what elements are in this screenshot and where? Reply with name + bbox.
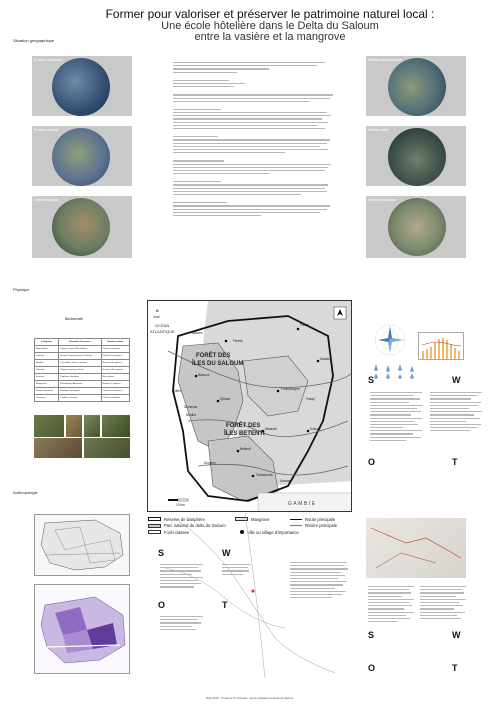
table-cell: Hérons, Flamants roses, Sternes <box>59 353 101 360</box>
table-cell: Environ 100 espèces <box>101 367 129 374</box>
table-header: Nombre estimé <box>101 339 129 346</box>
swot-t-anthro: T <box>222 600 228 610</box>
biodiversity-label: Biodiversité <box>65 317 84 321</box>
right-panel-departmental <box>366 56 466 116</box>
left-panel-national <box>32 126 132 186</box>
legend-label: Parc national du delta du Saloum <box>164 523 226 529</box>
legend-label: Mangrove <box>251 516 270 522</box>
section-anthropologie-label: Anthropologie <box>13 490 38 495</box>
photo-crocodile <box>34 438 82 458</box>
departmental-map-image <box>388 58 446 116</box>
panel-label-departmental: Echelle départementale <box>368 58 402 62</box>
photo-bird <box>84 415 100 437</box>
senegal-regions-map <box>34 514 130 576</box>
title-line-3: entre la vasière et la mangrove <box>194 31 346 44</box>
map-label-palmarin: Palmarin <box>190 331 203 335</box>
continental-map-image <box>52 58 110 116</box>
right-panel-local <box>366 126 466 186</box>
table-cell: Environ 2 espèces <box>101 381 129 388</box>
photo-warthog <box>66 415 82 437</box>
photo-landscape <box>84 438 130 458</box>
map-label-toubacouta: Toubacouta <box>256 473 273 477</box>
table-cell: Plusieurs espèces <box>101 395 129 402</box>
table-cell: Papillons, libellules <box>59 374 101 381</box>
anthro-strengths-text <box>160 562 205 590</box>
wind-rose-small-set <box>370 362 420 380</box>
map-label-sokone: Sokone <box>310 427 321 431</box>
photo-monkey <box>34 415 64 437</box>
map-label-joal: Joal <box>153 315 160 319</box>
swot-strengths-text <box>370 390 425 443</box>
map-label-ocean: OCÉAN <box>155 323 170 328</box>
table-row <box>35 388 130 395</box>
legend-label: Forêt classée <box>164 529 190 535</box>
swot-s-anthro-right: S <box>368 630 375 640</box>
legend-label: Ville ou village d'importance <box>247 529 299 535</box>
photo-mangrove <box>102 415 130 437</box>
map-north-label: N <box>156 309 159 313</box>
table-cell: Baobabs, fromagers <box>59 388 101 395</box>
swot-t-physique: T <box>452 457 458 467</box>
situation-text-block <box>173 60 333 218</box>
map-label-atlantique: ATLANTIQUE <box>150 329 175 334</box>
table-cell: Mammifères <box>35 346 59 353</box>
map-label-gambie: GAMBIE <box>288 501 317 507</box>
table-cell: Non estimé <box>101 374 129 381</box>
table-cell: Plusieurs centaines <box>101 388 129 395</box>
map-scale-label: 10 km <box>176 503 185 507</box>
page-title <box>100 8 440 44</box>
table-row <box>35 367 130 374</box>
map-label-iles-betenti: ÎLES BETENTI <box>224 431 265 437</box>
panel-label-micro-local: Echelle micro-locale <box>368 198 397 202</box>
map-label-passy: Passy <box>306 397 315 401</box>
swot-o-anthro: O <box>158 600 166 610</box>
title-line-1: Former pour valoriser et préserver le patrimoine naturel local : <box>105 7 435 21</box>
table-row <box>35 353 130 360</box>
anthro-right-text-2 <box>420 584 468 621</box>
legend-label: Route principale <box>305 516 336 522</box>
table-row <box>35 346 130 353</box>
table-header: Catégories <box>35 339 59 346</box>
map-label-djirnda: Djirnda <box>220 397 231 401</box>
climate-chart <box>418 332 464 360</box>
map-label-bettenti: Bettenti <box>240 447 251 451</box>
map-label-djifere: Djifère <box>172 389 182 393</box>
page-footer: Diop 2025 · Projet de fin d'études · Ecole hôtelière du Delta du Saloum <box>206 696 294 700</box>
map-label-karang: Karang <box>280 479 291 483</box>
table-cell: Insectes <box>35 374 59 381</box>
table-cell: Plantes terrestres <box>35 388 59 395</box>
swot-t-anthro-right: T <box>452 663 458 673</box>
swot-o-physique: O <box>368 457 376 467</box>
map-label-foundiougne: Foundiougne <box>281 387 300 391</box>
swot-w-physique: W <box>452 375 461 385</box>
map-label-fatick: Fatick <box>300 323 309 327</box>
anthro-weaknesses-text <box>222 562 252 577</box>
swot-weaknesses-text <box>430 390 485 433</box>
table-cell: Crustacés <box>35 395 59 402</box>
anthro-opportunities-text <box>160 614 205 632</box>
legend-label: Réserve de biosphère <box>164 516 205 522</box>
title-line-2: Une école hôtelière dans le Delta du Saloum <box>161 19 379 32</box>
biodiversity-table <box>34 338 130 402</box>
table-row <box>35 381 130 388</box>
left-panel-regional <box>32 196 132 258</box>
table-row <box>35 360 130 367</box>
national-map-image <box>52 128 110 186</box>
table-cell: Reptiles <box>35 360 59 367</box>
swot-w-anthro-right: W <box>452 630 461 640</box>
swot-s-anthro: S <box>158 548 165 558</box>
table-header-row <box>35 339 130 346</box>
map-label-bassoul: Bassoul <box>198 373 210 377</box>
map-label-kaolack: Kaolack <box>320 357 332 361</box>
table-cell: Plusieurs dizaines <box>101 346 129 353</box>
left-panel-continental <box>32 56 132 116</box>
map-label-foret-des: FORÊT DES <box>196 353 231 359</box>
table-row <box>35 395 130 402</box>
micro-local-map-image <box>388 198 446 256</box>
local-map-image <box>388 128 446 186</box>
table-header: Exemples d'espèces <box>59 339 101 346</box>
table-cell: Oiseaux <box>35 353 59 360</box>
wind-rose-diagram <box>370 320 410 360</box>
map-label-diogane: Diogane <box>204 461 216 465</box>
map-label-iles-du-saloum: ÎLES DU SALOUM <box>192 361 244 367</box>
section-physique-label: Physique <box>13 287 30 292</box>
panel-label-continental: Echelle continentale <box>34 58 63 62</box>
swot-o-anthro-right: O <box>368 663 376 673</box>
ethnic-groups-map <box>34 584 130 674</box>
map-label-niodior: Niodior <box>186 413 197 417</box>
table-cell: Tilapias, poissons-chats <box>59 367 101 374</box>
table-cell: Rhizophora, Avicennia <box>59 381 101 388</box>
table-cell: Plusieurs centaines <box>101 353 129 360</box>
map-label-fimela: Fimela <box>233 339 243 343</box>
legend-label: Rivière principale <box>305 523 338 529</box>
village-aerial-photo <box>366 518 466 578</box>
table-cell: Environ 30 espèces <box>101 360 129 367</box>
anthro-middle-text <box>290 560 350 600</box>
table-row <box>35 374 130 381</box>
section-situation-label: Situation géographique <box>13 38 55 43</box>
panel-label-national: Echelle nationale <box>34 128 59 132</box>
table-cell: Crocodiles, tortues marines <box>59 360 101 367</box>
table-cell: Poissons <box>35 367 59 374</box>
delta-saloum-map <box>147 300 352 512</box>
map-label-foret-des-2: FORÊT DES <box>226 423 261 429</box>
table-cell: Crabes, crevettes <box>59 395 101 402</box>
right-panel-micro-local <box>366 196 466 258</box>
swot-s-physique: S <box>368 375 375 385</box>
swot-w-anthro: W <box>222 548 231 558</box>
table-cell: Singes vervet, Phacochères <box>59 346 101 353</box>
delta-map-svg <box>148 301 352 512</box>
panel-label-local: Echelle Locale <box>368 128 389 132</box>
regional-map-image <box>52 198 110 256</box>
table-cell: Mangroves <box>35 381 59 388</box>
map-label-missirah: Missirah <box>265 427 277 431</box>
map-label-dionewar: Dionewar <box>184 405 198 409</box>
anthro-right-text-1 <box>368 584 416 624</box>
panel-label-regional: Echelle régionale <box>34 198 59 202</box>
